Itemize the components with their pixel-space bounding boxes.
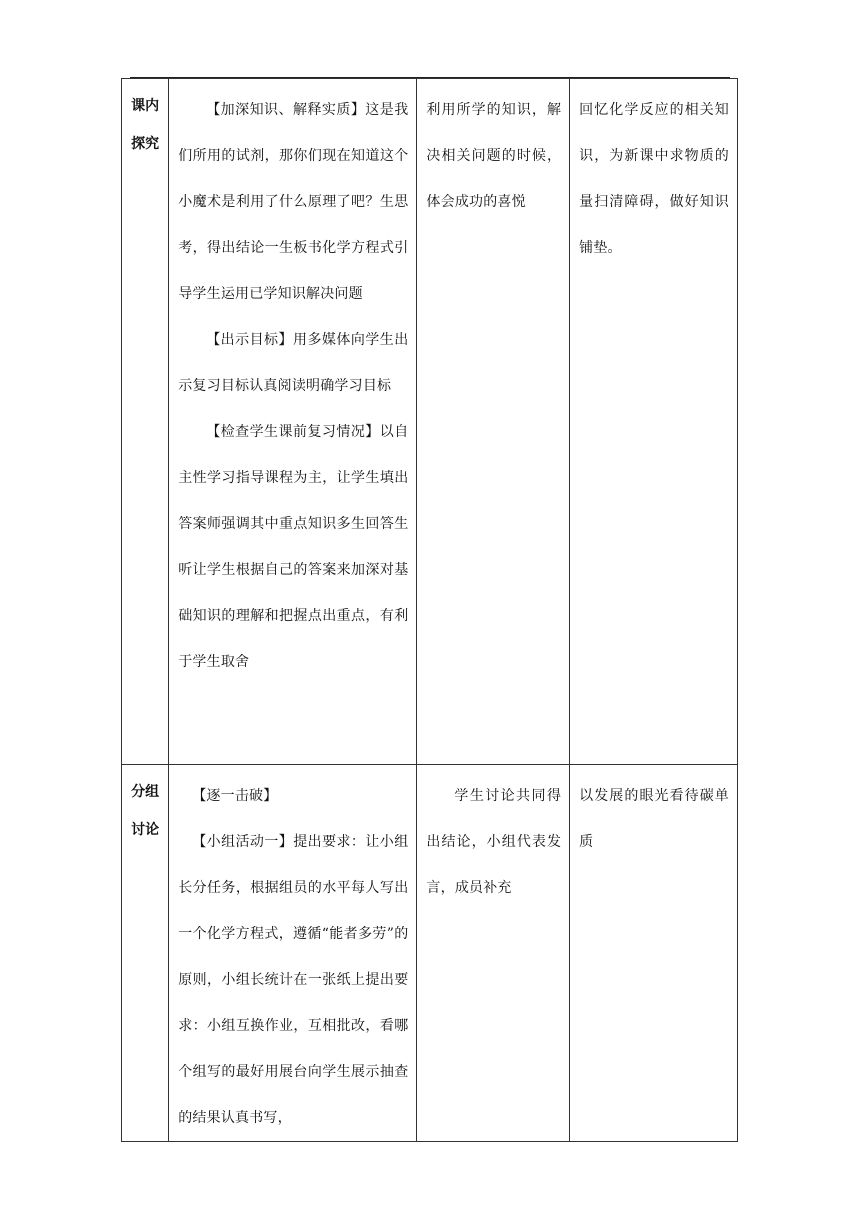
teacher-paragraph: 【检查学生课前复习情况】以自主性学习指导课程为主，让学生填出答案师强调其中重点知识多生回答生听让学生根据自己的答案来加深对基础知识的理解和把握点出重点，有利于学生取舍 [178, 424, 409, 670]
teacher-activity-cell [169, 79, 417, 765]
teacher-paragraph: 【加深知识、解释实质】这是我们所用的试剂，那你们现在知道这个小魔术是利用了什么原理了吧？生思考，得出结论一生板书化学方程式引导学生运用已学知识解决问题 [178, 102, 409, 302]
stage-cell [122, 765, 169, 1142]
student-activity-cell [417, 765, 570, 1142]
stage-label-line: 讨论 [131, 822, 160, 838]
design-intent-cell [570, 765, 738, 1142]
student-paragraph: 学生讨论共同得出结论，小组代表发言，成员补充 [426, 788, 562, 896]
student-paragraph: 利用所学的知识，解决相关问题的时候，体会成功的喜悦 [426, 102, 562, 210]
stage-label-line: 分组 [131, 784, 160, 800]
teacher-activity-cell [169, 765, 417, 1142]
design-intent-cell [570, 79, 738, 765]
lesson-plan-table [121, 78, 738, 1142]
teacher-paragraph: 【出示目标】用多媒体向学生出示复习目标认真阅读明确学习目标 [178, 332, 409, 394]
intent-paragraph: 以发展的眼光看待碳单质 [579, 788, 729, 850]
table-row [122, 79, 738, 765]
table-row [122, 765, 738, 1142]
stage-label-line: 探究 [131, 136, 160, 152]
student-activity-cell [417, 79, 570, 765]
teacher-paragraph: 【小组活动一】提出要求：让小组长分任务，根据组员的水平每人写出一个化学方程式，遵循“能者多劳”的原则，小组长统计在一张纸上提出要求：小组互换作业，互相批改，看哪个组写的最好用展台向学生展示抽查的结果认真书写， [178, 834, 409, 1126]
intent-paragraph: 回忆化学反应的相关知识，为新课中求物质的量扫清障碍，做好知识铺垫。 [579, 102, 729, 256]
teacher-paragraph: 【逐一击破】 [192, 788, 278, 804]
stage-cell [122, 79, 169, 765]
stage-label-line: 课内 [131, 98, 160, 114]
